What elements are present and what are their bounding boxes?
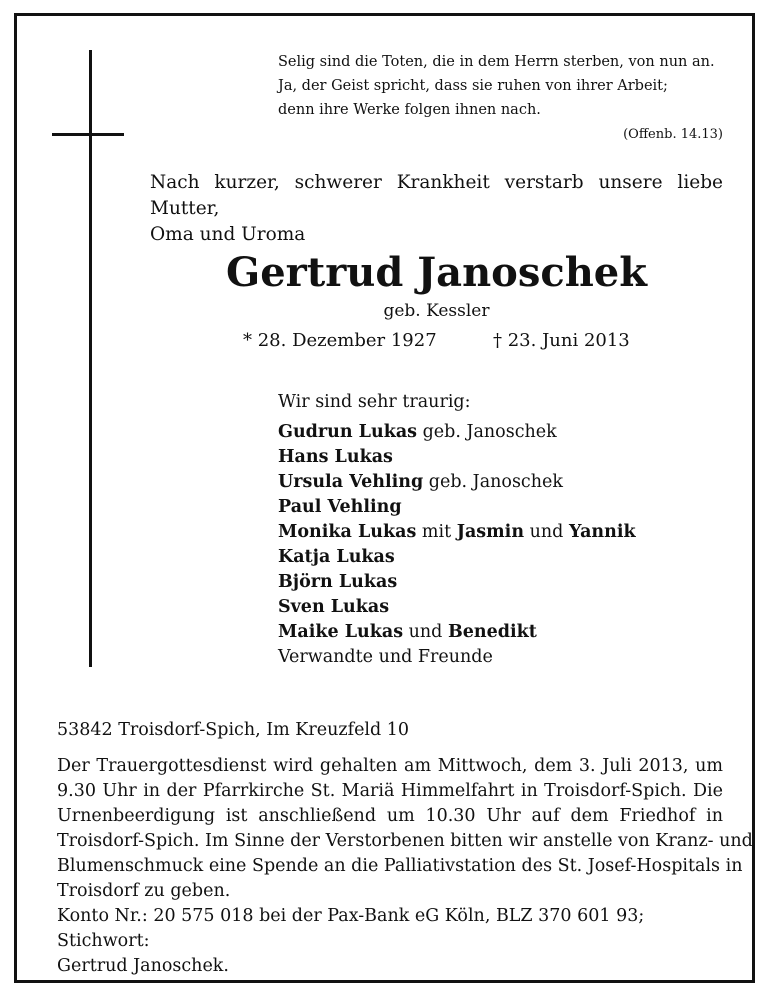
service-info [57, 754, 753, 904]
mourner-row [278, 470, 738, 495]
mourner-row [278, 445, 738, 470]
service-line: Der Trauergottesdienst wird gehalten am Mittwoch, dem 3. Juli 2013, um [57, 756, 723, 776]
mourner-relation: und [524, 522, 569, 542]
service-line: Urnenbeerdigung ist anschließend um 10.30 Uhr auf dem Friedhof in [57, 806, 723, 826]
mourner-name: Yannik [568, 522, 636, 542]
mourner-relation: Verwandte und Freunde [278, 647, 493, 667]
mourner-name: Ursula Vehling [278, 472, 424, 492]
mourner-row [278, 520, 738, 545]
mourner-row [278, 495, 738, 520]
death-date: † 23. Juni 2013 [493, 330, 630, 351]
mourner-name: Gudrun Lukas [278, 422, 418, 442]
family-address: 53842 Troisdorf-Spich, Im Kreuzfeld 10 [57, 720, 410, 740]
service-line: Troisdorf-Spich. Im Sinne der Verstorbenen bitten wir anstelle von Kranz- und [57, 831, 753, 851]
mourner-relation: geb. Janoschek [423, 472, 563, 492]
bank-details [57, 904, 723, 979]
mourner-relation: und [403, 622, 448, 642]
mourner-row [278, 570, 738, 595]
mourner-name: Sven Lukas [278, 597, 390, 617]
mourner-name: Benedikt [447, 622, 537, 642]
birth-date: * 28. Dezember 1927 [243, 330, 437, 351]
mourner-row [278, 420, 738, 445]
mourner-row [278, 620, 738, 645]
bible-verse [278, 50, 723, 146]
mourner-name: Maike Lukas [278, 622, 404, 642]
service-line: Troisdorf zu geben. [57, 881, 231, 901]
mourner-name: Katja Lukas [278, 547, 395, 567]
deceased-name: Gertrud Janoschek [226, 249, 647, 296]
mourner-name: Björn Lukas [278, 572, 398, 592]
verse-line: Selig sind die Toten, die in dem Herrn sterben, von nun an. [278, 54, 715, 70]
mourner-relation: geb. Janoschek [417, 422, 557, 442]
mourners-list [278, 390, 738, 670]
mourners-heading: Wir sind sehr traurig: [278, 392, 471, 412]
verse-reference: (Offenb. 14.13) [623, 127, 723, 142]
maiden-name: geb. Kessler [383, 301, 490, 321]
intro-text [150, 170, 723, 248]
mourner-row [278, 645, 738, 670]
service-line: Blumenschmuck eine Spende an die Palliativstation des St. Josef-Hospitals in [57, 856, 743, 876]
bank-line: Gertrud Janoschek. [57, 956, 229, 976]
intro-line: Oma und Uroma [150, 224, 306, 245]
bank-line: Konto Nr.: 20 575 018 bei der Pax-Bank eG Köln, BLZ 370 601 93; Stichwort: [57, 906, 645, 951]
mourner-name: Monika Lukas [278, 522, 417, 542]
verse-line: denn ihre Werke folgen ihnen nach. [278, 102, 541, 118]
verse-line: Ja, der Geist spricht, dass sie ruhen von ihrer Arbeit; [278, 78, 668, 94]
cross-icon-horizontal-bar [52, 133, 124, 136]
mourner-name: Hans Lukas [278, 447, 393, 467]
mourner-row [278, 595, 738, 620]
mourner-relation: mit [416, 522, 457, 542]
mourner-rows [278, 420, 738, 670]
service-line: 9.30 Uhr in der Pfarrkirche St. Mariä Himmelfahrt in Troisdorf-Spich. Die [57, 781, 723, 801]
intro-line: Nach kurzer, schwerer Krankheit verstarb unsere liebe Mutter, [150, 172, 723, 219]
mourner-name: Jasmin [456, 522, 525, 542]
mourner-row [278, 545, 738, 570]
cross-icon-vertical-bar [89, 50, 92, 667]
mourner-name: Paul Vehling [278, 497, 402, 517]
